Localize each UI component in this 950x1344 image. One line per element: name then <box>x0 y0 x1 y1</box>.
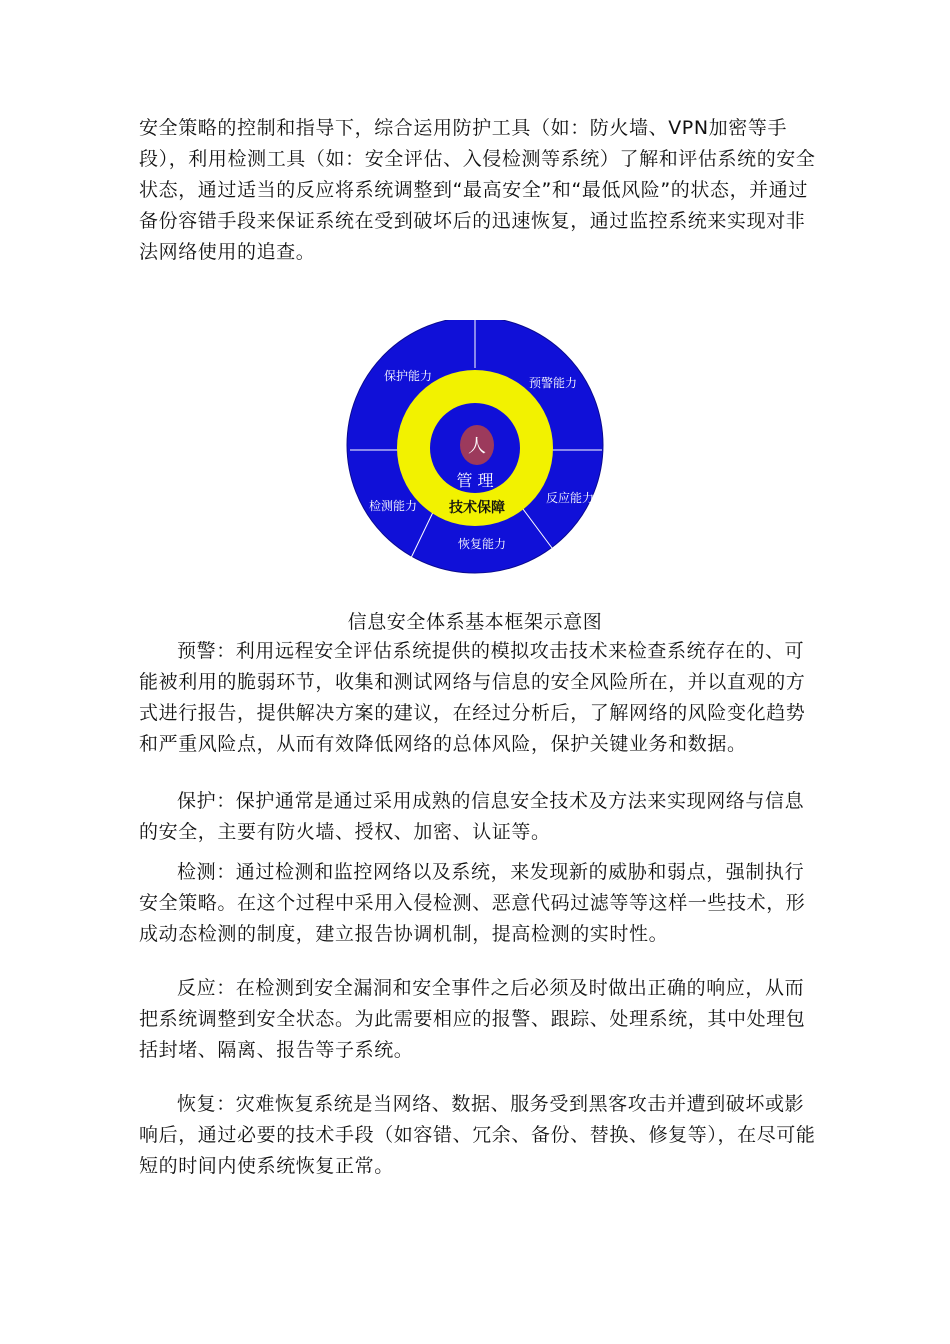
intro-paragraph: 安全策略的控制和指导下，综合运用防护工具（如：防火墙、VPN加密等手段），利用检测工具（如：安全评估、入侵检测等系统）了解和评估系统的安全状态，通过适当的反应将系统调整到“最高安全”和“最低风险”的状态，并通过备份容错手段来保证系统在受到破坏后的迅速恢复，通过监控系统来实现对非法网络使用的追查。 <box>139 117 816 263</box>
figure-caption: 信息安全体系基本框架示意图 <box>347 611 603 633</box>
paragraph-detect: 检测：通过检测和监控网络以及系统，来发现新的威胁和弱点，强制执行安全策略。在这个过程中采用入侵检测、恶意代码过滤等等这样一些技术，形成动态检测的制度，建立报告协调机制，提高检测的实时性。 <box>139 861 806 945</box>
paragraph-react: 反应：在检测到安全漏洞和安全事件之后必须及时做出正确的响应，从而把系统调整到安全状态。为此需要相应的报警、跟踪、处理系统，其中处理包括封堵、隔离、报告等子系统。 <box>139 977 806 1061</box>
paragraph-protect: 保护：保护通常是通过采用成熟的信息安全技术及方法来实现网络与信息的安全，主要有防火墙、授权、加密、认证等。 <box>139 790 805 843</box>
security-framework-diagram <box>340 320 610 580</box>
ring-label-tech: 技术保障 <box>449 500 505 516</box>
segment-label-warning: 预警能力 <box>528 376 578 390</box>
paragraph-recover: 恢复：灾难恢复系统是当网络、数据、服务受到黑客攻击并遭到破坏或影响后，通过必要的技术手段（如容错、冗余、备份、替换、修复等），在尽可能短的时间内使系统恢复正常。 <box>139 1093 816 1177</box>
center-label: 人 <box>468 436 486 457</box>
paragraph-warning: 预警：利用远程安全评估系统提供的模拟攻击技术来检查系统存在的、可能被利用的脆弱环节，收集和测试网络与信息的安全风险所在，并以直观的方式进行报告，提供解决方案的建议，在经过分析后，了解网络的风险变化趋势和严重风险点，从而有效降低网络的总体风险，保护关键业务和数据。 <box>139 640 806 755</box>
segment-label-recover: 恢复能力 <box>457 537 507 551</box>
segment-label-react: 反应能力 <box>545 491 595 505</box>
segment-label-protect: 保护能力 <box>383 369 433 383</box>
diagram-svg <box>340 320 610 580</box>
segment-label-detect: 检测能力 <box>368 499 418 513</box>
ring-label-management: 管 理 <box>456 471 494 490</box>
